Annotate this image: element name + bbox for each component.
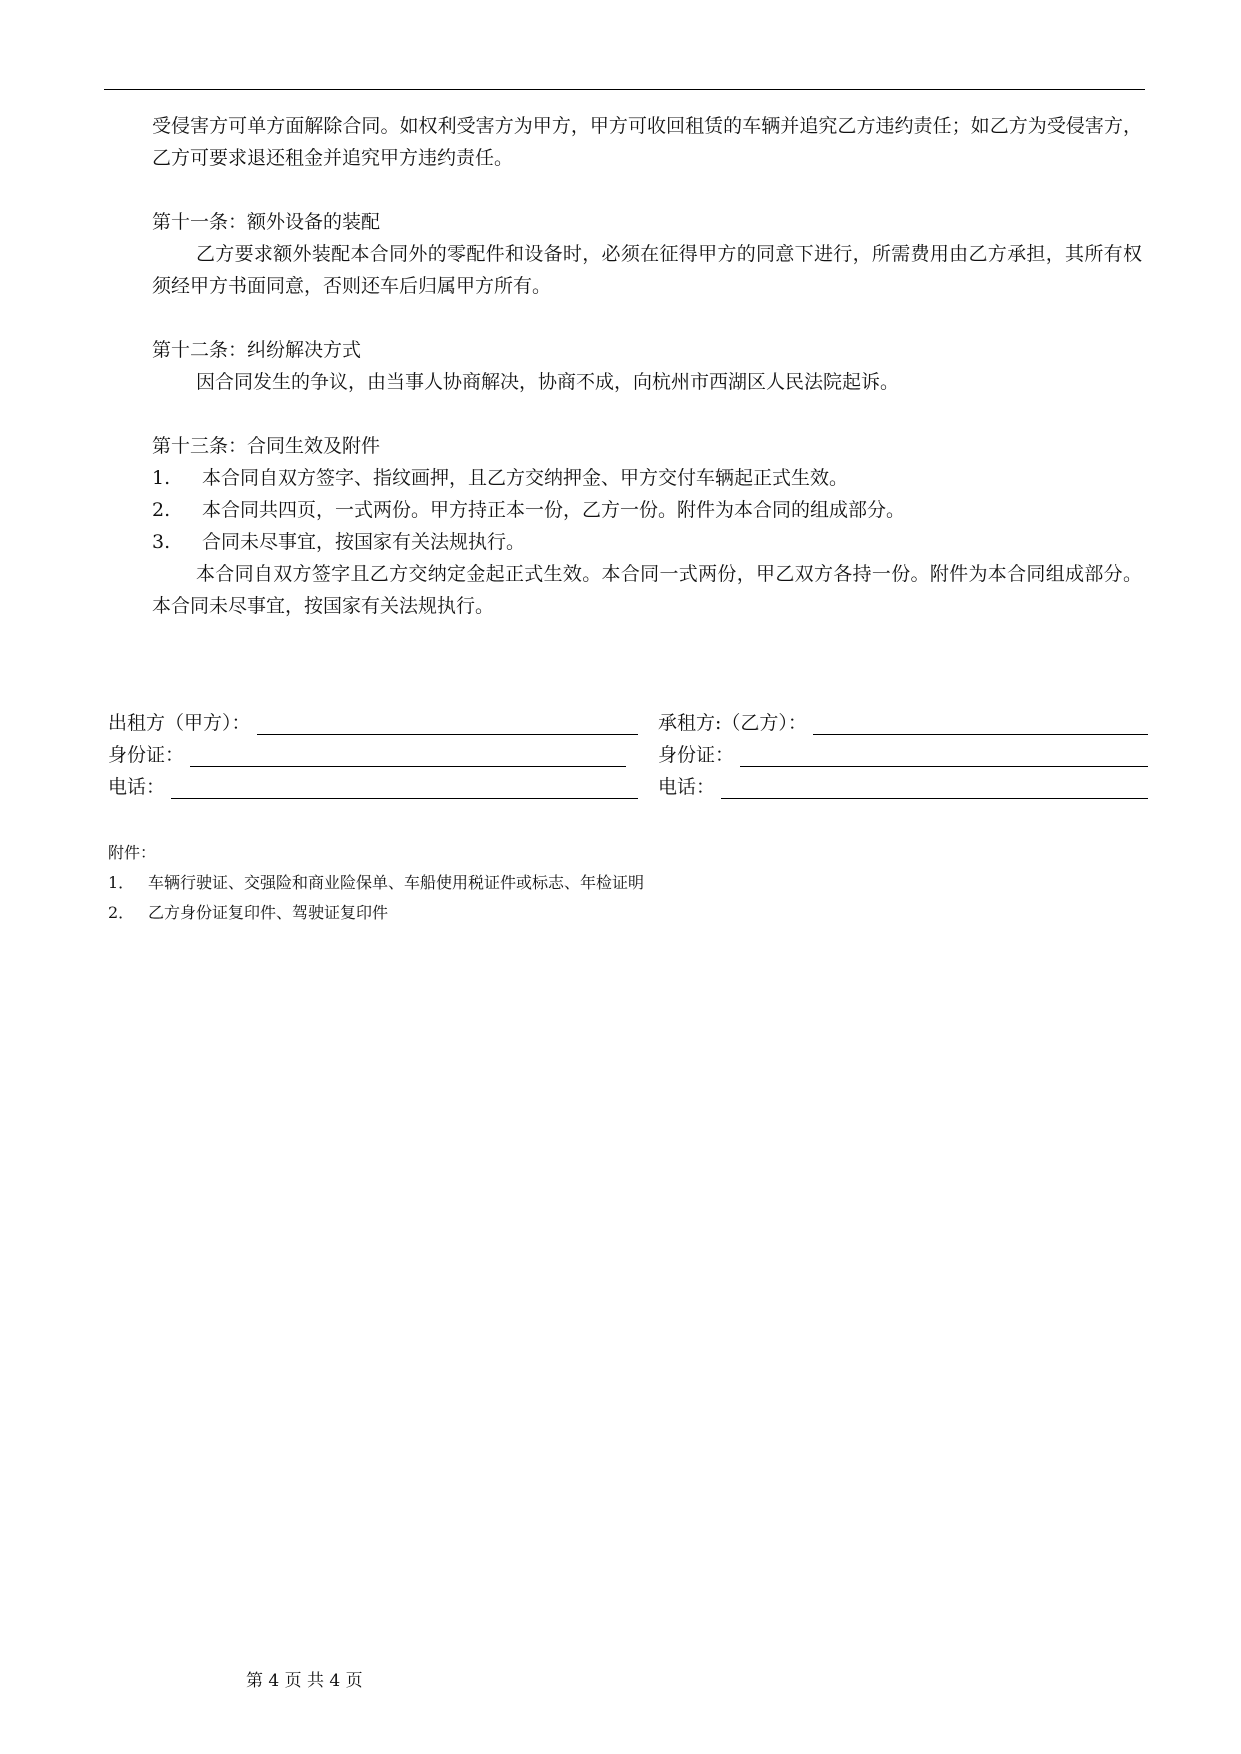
attachment-number: 1． [108,873,135,892]
lessor-signature-line[interactable] [257,710,638,735]
item-text: 本合同共四页，一式两份。甲方持正本一份，乙方一份。附件为本合同的组成部分。 [202,499,906,521]
lessor-phone-label: 电话： [108,776,166,798]
lessee-label: 承租方:（乙方）： [658,712,807,734]
contract-body [152,110,1142,622]
clause13-title: 第十三条：合同生效及附件 [152,435,381,457]
lessee-phone-line[interactable] [721,774,1148,799]
attachment-text: 乙方身份证复印件、驾驶证复印件 [148,903,389,922]
lessee-id-line[interactable] [740,742,1148,767]
attachment-number: 2． [108,903,135,922]
attachments [108,838,644,928]
clause11-title: 第十一条：额外设备的装配 [152,211,381,233]
attachment-item [108,868,644,898]
page-footer: 第 4 页 共 4 页 [246,1671,363,1691]
lessee-signature-line[interactable] [813,710,1148,735]
clause13-item [152,526,1142,558]
lessor-id-line[interactable] [190,742,626,767]
clause10-continuation: 受侵害方可单方面解除合同。如权利受害方为甲方，甲方可收回租赁的车辆并追究乙方违约责任；如乙方为受侵害方，乙方可要求退还租金并追究甲方违约责任。 [152,115,1142,169]
clause13-text: 本合同自双方签字且乙方交纳定金起正式生效。本合同一式两份，甲乙双方各持一份。附件为本合同组成部分。本合同未尽事宜，按国家有关法规执行。 [152,563,1142,617]
lessee-id-label: 身份证： [658,744,735,766]
attachment-text: 车辆行驶证、交强险和商业险保单、车船使用税证件或标志、年检证明 [148,873,645,892]
clause12-title: 第十二条：纠纷解决方式 [152,339,362,361]
attachment-item [108,898,644,928]
lessor-phone-line[interactable] [171,774,638,799]
attachments-title: 附件： [108,843,157,862]
lessor-id-label: 身份证： [108,744,185,766]
item-text: 合同未尽事宜，按国家有关法规执行。 [202,531,526,553]
item-number: 1. [152,467,171,489]
header-rule [104,89,1145,90]
item-text: 本合同自双方签字、指纹画押，且乙方交纳押金、甲方交付车辆起正式生效。 [202,467,849,489]
clause13-item [152,494,1142,526]
item-number: 3. [152,531,171,553]
clause11-text: 乙方要求额外装配本合同外的零配件和设备时，必须在征得甲方的同意下进行，所需费用由乙方承担，其所有权须经甲方书面同意，否则还车后归属甲方所有。 [152,243,1142,297]
lessee-phone-label: 电话： [658,776,716,798]
clause12-text: 因合同发生的争议，由当事人协商解决，协商不成，向杭州市西湖区人民法院起诉。 [196,371,900,393]
signature-block [108,707,1148,803]
clause13-item [152,462,1142,494]
item-number: 2. [152,499,171,521]
lessor-label: 出租方（甲方）： [108,712,251,734]
